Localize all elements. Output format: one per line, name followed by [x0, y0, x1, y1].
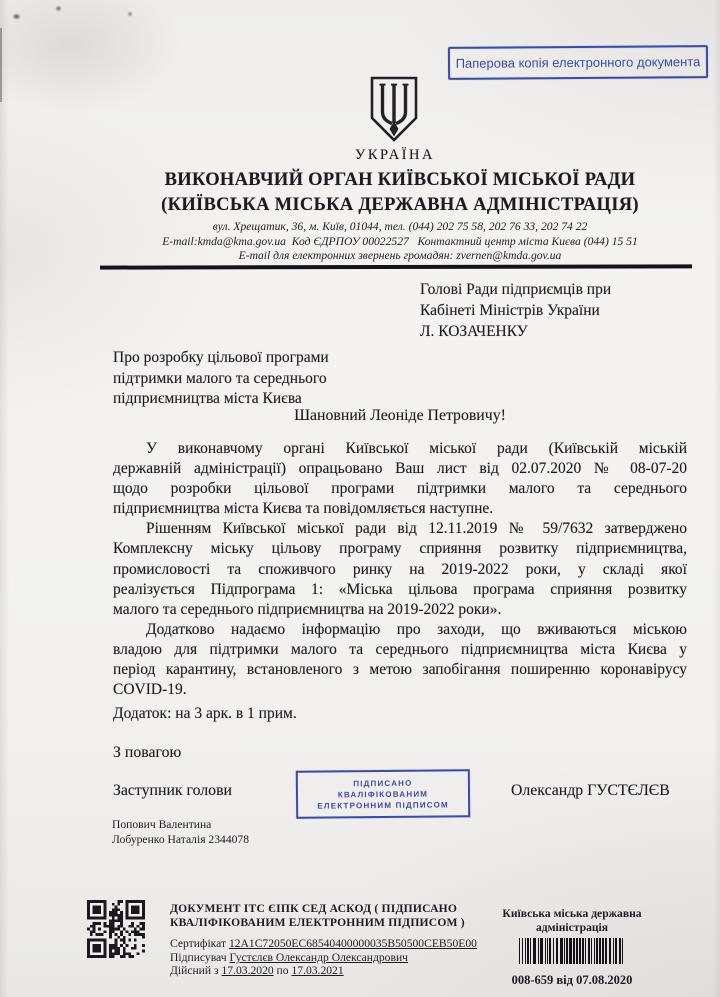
closing-phrase: З повагою [113, 744, 182, 761]
body-line: COVID-19. [113, 681, 187, 699]
registration-org-line: Київська міська державна [502, 907, 642, 920]
body-line: Рішенням Київської міської ради від 12.11.2019 № 59/7632 затверджено [146, 520, 687, 538]
salutation: Шановний Леоніде Петровичу! [294, 407, 506, 424]
body-line: підприємництва міста Києва та повідомляється наступне. [113, 500, 494, 518]
body-line: У виконавчому органі Київської міської ради (Київській міській [146, 440, 687, 457]
body-line: Комплексну міську цільову програму сприяння розвитку підприємництва, [113, 540, 687, 558]
scan-speck-artifact [55, 5, 62, 12]
body-paragraph [113, 519, 687, 619]
signatory-label: Підписувач [170, 950, 230, 964]
body-line: владою для підтримки малого та середнього підприємництва міста Києва у [113, 640, 687, 658]
paper-copy-stamp [448, 45, 708, 80]
coat-of-arms-trident-icon [368, 76, 420, 144]
paper-copy-stamp-label: Паперова копія електронного документа [455, 54, 701, 71]
recipient-line: Кабінеті Міністрів України [420, 302, 600, 319]
subject-block [113, 348, 329, 410]
executor-line: Лобуренко Наталія 2344078 [112, 833, 250, 846]
signatory-value: Густєлєв Олександр Олександрович [229, 950, 408, 964]
scan-speck-artifact [127, 11, 133, 17]
body-line: державній адміністрації) опрацьовано Ваш лист від 02.07.2020 № 08-07-20 [113, 460, 687, 478]
validity-row [170, 964, 500, 978]
subject-line: підприємництва міста Києва [113, 390, 302, 408]
body-line: малого та середнього підприємництва на 2019-2022 роки». [113, 600, 502, 618]
validity-from: 17.03.2020 [221, 964, 274, 978]
qualified-esignature-stamp [296, 769, 470, 819]
letter-body [113, 439, 687, 700]
body-line: промисловості та споживчого ринку на 2019-2022 роки, у складі якої [113, 560, 687, 578]
esignature-stamp-line: ПІДПИСАНО [353, 778, 413, 788]
esignature-stamp-line: КВАЛІФІКОВАНИМ [337, 789, 429, 799]
doc-system-heading-line: ДОКУМЕНТ ІТС ЄІПК СЕД АСКОД ( ПІДПИСАНО [170, 902, 458, 915]
signatory-row [170, 951, 500, 965]
body-paragraph [113, 439, 687, 519]
letterhead-address-line: вул. Хрещатик, 36, м. Київ, 01044, тел. (044) 202 75 58, 202 76 33, 202 74 22 [212, 220, 588, 233]
body-line: реалізується Підпрограма 1: «Міська цільова програма сприяння розвитку [113, 580, 687, 598]
letterhead-rule [100, 264, 692, 269]
letterhead-contacts-line: E-mail:kmda@kma.gov.ua Код ЄДРПОУ 00022527 Контактний центр міста Києва (044) 15 51 [162, 234, 638, 248]
esign-verification-block [170, 902, 500, 978]
registration-number: 008-659 від 07.08.2020 [511, 973, 633, 987]
organization-name-line1: ВИКОНАВЧИЙ ОРГАН КИЇВСЬКОЇ МІСЬКОЇ РАДИ [164, 170, 636, 190]
certificate-details [170, 937, 500, 978]
registration-org-line: адміністрація [535, 921, 609, 934]
letterhead-contacts [113, 220, 687, 264]
scan-speck-artifact [12, 13, 21, 20]
esignature-stamp-line: ЕЛЕКТРОННИМ ПІДПИСОМ [317, 799, 449, 811]
executor-line: Попович Валентина [112, 818, 212, 831]
certificate-label: Сертифікат [170, 937, 229, 950]
recipient-name: Л. КОЗАЧЕНКУ [420, 323, 528, 340]
attachment-note: Додаток: на 3 арк. в 1 прим. [113, 705, 297, 722]
certificate-row [170, 937, 500, 951]
signer-title: Заступник голови [113, 782, 232, 799]
scan-edge-artifact [0, 28, 2, 102]
certificate-value: 12A1C72050EC68540400000035B50500CEB50E00 [228, 937, 477, 950]
body-line: щодо розробки цільової програми підтримки малого та середнього [113, 480, 687, 498]
subject-line: підтримки малого та середнього [113, 369, 327, 387]
validity-label: Дійсний з [170, 964, 222, 978]
doc-system-heading [170, 902, 500, 930]
subject-line: Про розробку цільової програми [113, 349, 329, 366]
body-line: період карантину, встановленого з метою запобігання поширенню коронавірусу [113, 661, 687, 679]
validity-to: 17.03.2021 [291, 964, 344, 978]
recipient-line: Голові Ради підприємців при [420, 281, 612, 298]
body-line: Додатково надаємо інформацію про заходи, що вживаються міською [146, 620, 687, 638]
organization-name [113, 168, 687, 218]
signer-name: Олександр ГУСТЄЛЄВ [511, 782, 670, 799]
recipient-block [420, 279, 611, 342]
qr-code-icon [87, 900, 145, 958]
validity-separator: по [273, 964, 292, 978]
country-name: УКРАЇНА [355, 147, 435, 163]
barcode-icon [517, 938, 627, 964]
organization-name-line2: (КИЇВСЬКА МІСЬКА ДЕРЖАВНА АДМІНІСТРАЦІЯ) [161, 195, 639, 215]
letterhead-email-line: E-mail для електронних звернень громадян: zvernen@kmda.gov.ua [238, 249, 562, 263]
registration-stamp [472, 907, 672, 988]
doc-system-heading-line: КВАЛІФІКОВАНИМ ЕЛЕКТРОННИМ ПІДПИСОМ ) [170, 916, 465, 929]
executors-block [112, 817, 249, 847]
body-paragraph [113, 620, 687, 700]
